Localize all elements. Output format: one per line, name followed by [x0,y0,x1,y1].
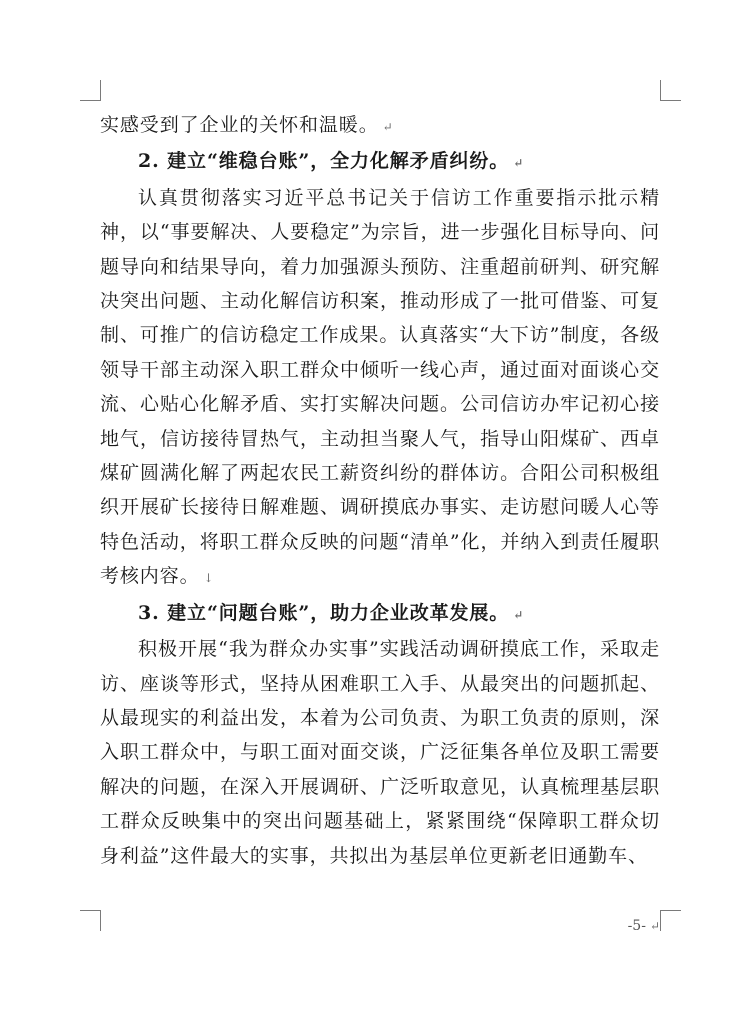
paragraph-text: 实感受到了企业的关怀和温暖。 [100,114,379,136]
paragraph-body-2 [100,181,660,596]
paragraph-mark-icon: ↵ [382,120,393,134]
paragraph-continuation [100,108,660,144]
paragraph-mark-icon: ↵ [513,607,524,622]
crop-mark-top-right [660,80,681,101]
paragraph-body-3 [100,632,660,873]
crop-mark-bottom-left [80,910,101,931]
crop-mark-bottom-right [660,910,681,931]
crop-mark-top-left [80,80,101,101]
heading-text: 2. 建立“维稳台账”，全力化解矛盾纠纷。 [138,150,510,173]
paragraph-text: 认真贯彻落实习近平总书记关于信访工作重要指示批示精神，以“事要解决、人要稳定”为宗旨，进一步强化目标导向、问题导向和结果导向，着力加强源头预防、注重超前研判、研究解决突出问题、主动化解信访积案，推动形成了一批可借鉴、可复制、可推广的信访稳定工作成果。认真落实“大下访”制度，各级领导干部主动深入职工群众中倾听一线心声，通过面对面谈心交流、心贴心化解矛盾、实打实解决问题。公司信访办牢记初心接地气，信访接待冒热气，主动担当聚人气，指导山阳煤矿、西卓煤矿圆满化解了两起农民工薪资纠纷的群体访。合阳公司积极组织开展矿长接待日解难题、调研摸底办事实、走访慰问暖人心等特色活动，将职工群众反映的问题“清单”化，并纳入到责任履职考核内容。 [100,186,660,588]
document-body[interactable] [100,108,660,873]
paragraph-text: 积极开展“我为群众办实事”实践活动调研摸底工作，采取走访、座谈等形式，坚持从困难职工入手、从最突出的问题抓起、从最现实的利益出发，本着为公司负责、为职工负责的原则，深入职工群众中，与职工面对面交谈，广泛征集各单位及职工需要解决的问题，在深入开展调研、广泛听取意见，认真梳理基层职工群众反映集中的突出问题基础上，紧紧围绕“保障职工群众切身利益”这件最大的实事，共拟出为基层单位更新老旧通勤车、 [100,638,660,867]
page-number-text: -5- [627,918,646,934]
section-heading-3 [100,596,660,632]
paragraph-mark-icon: ↵ [649,919,660,933]
page-number [628,918,660,934]
endnote-mark-icon: ↓ [203,571,214,586]
paragraph-mark-icon: ↵ [513,156,524,171]
heading-text: 3. 建立“问题台账”，助力企业改革发展。 [138,601,510,624]
section-heading-2 [100,144,660,180]
